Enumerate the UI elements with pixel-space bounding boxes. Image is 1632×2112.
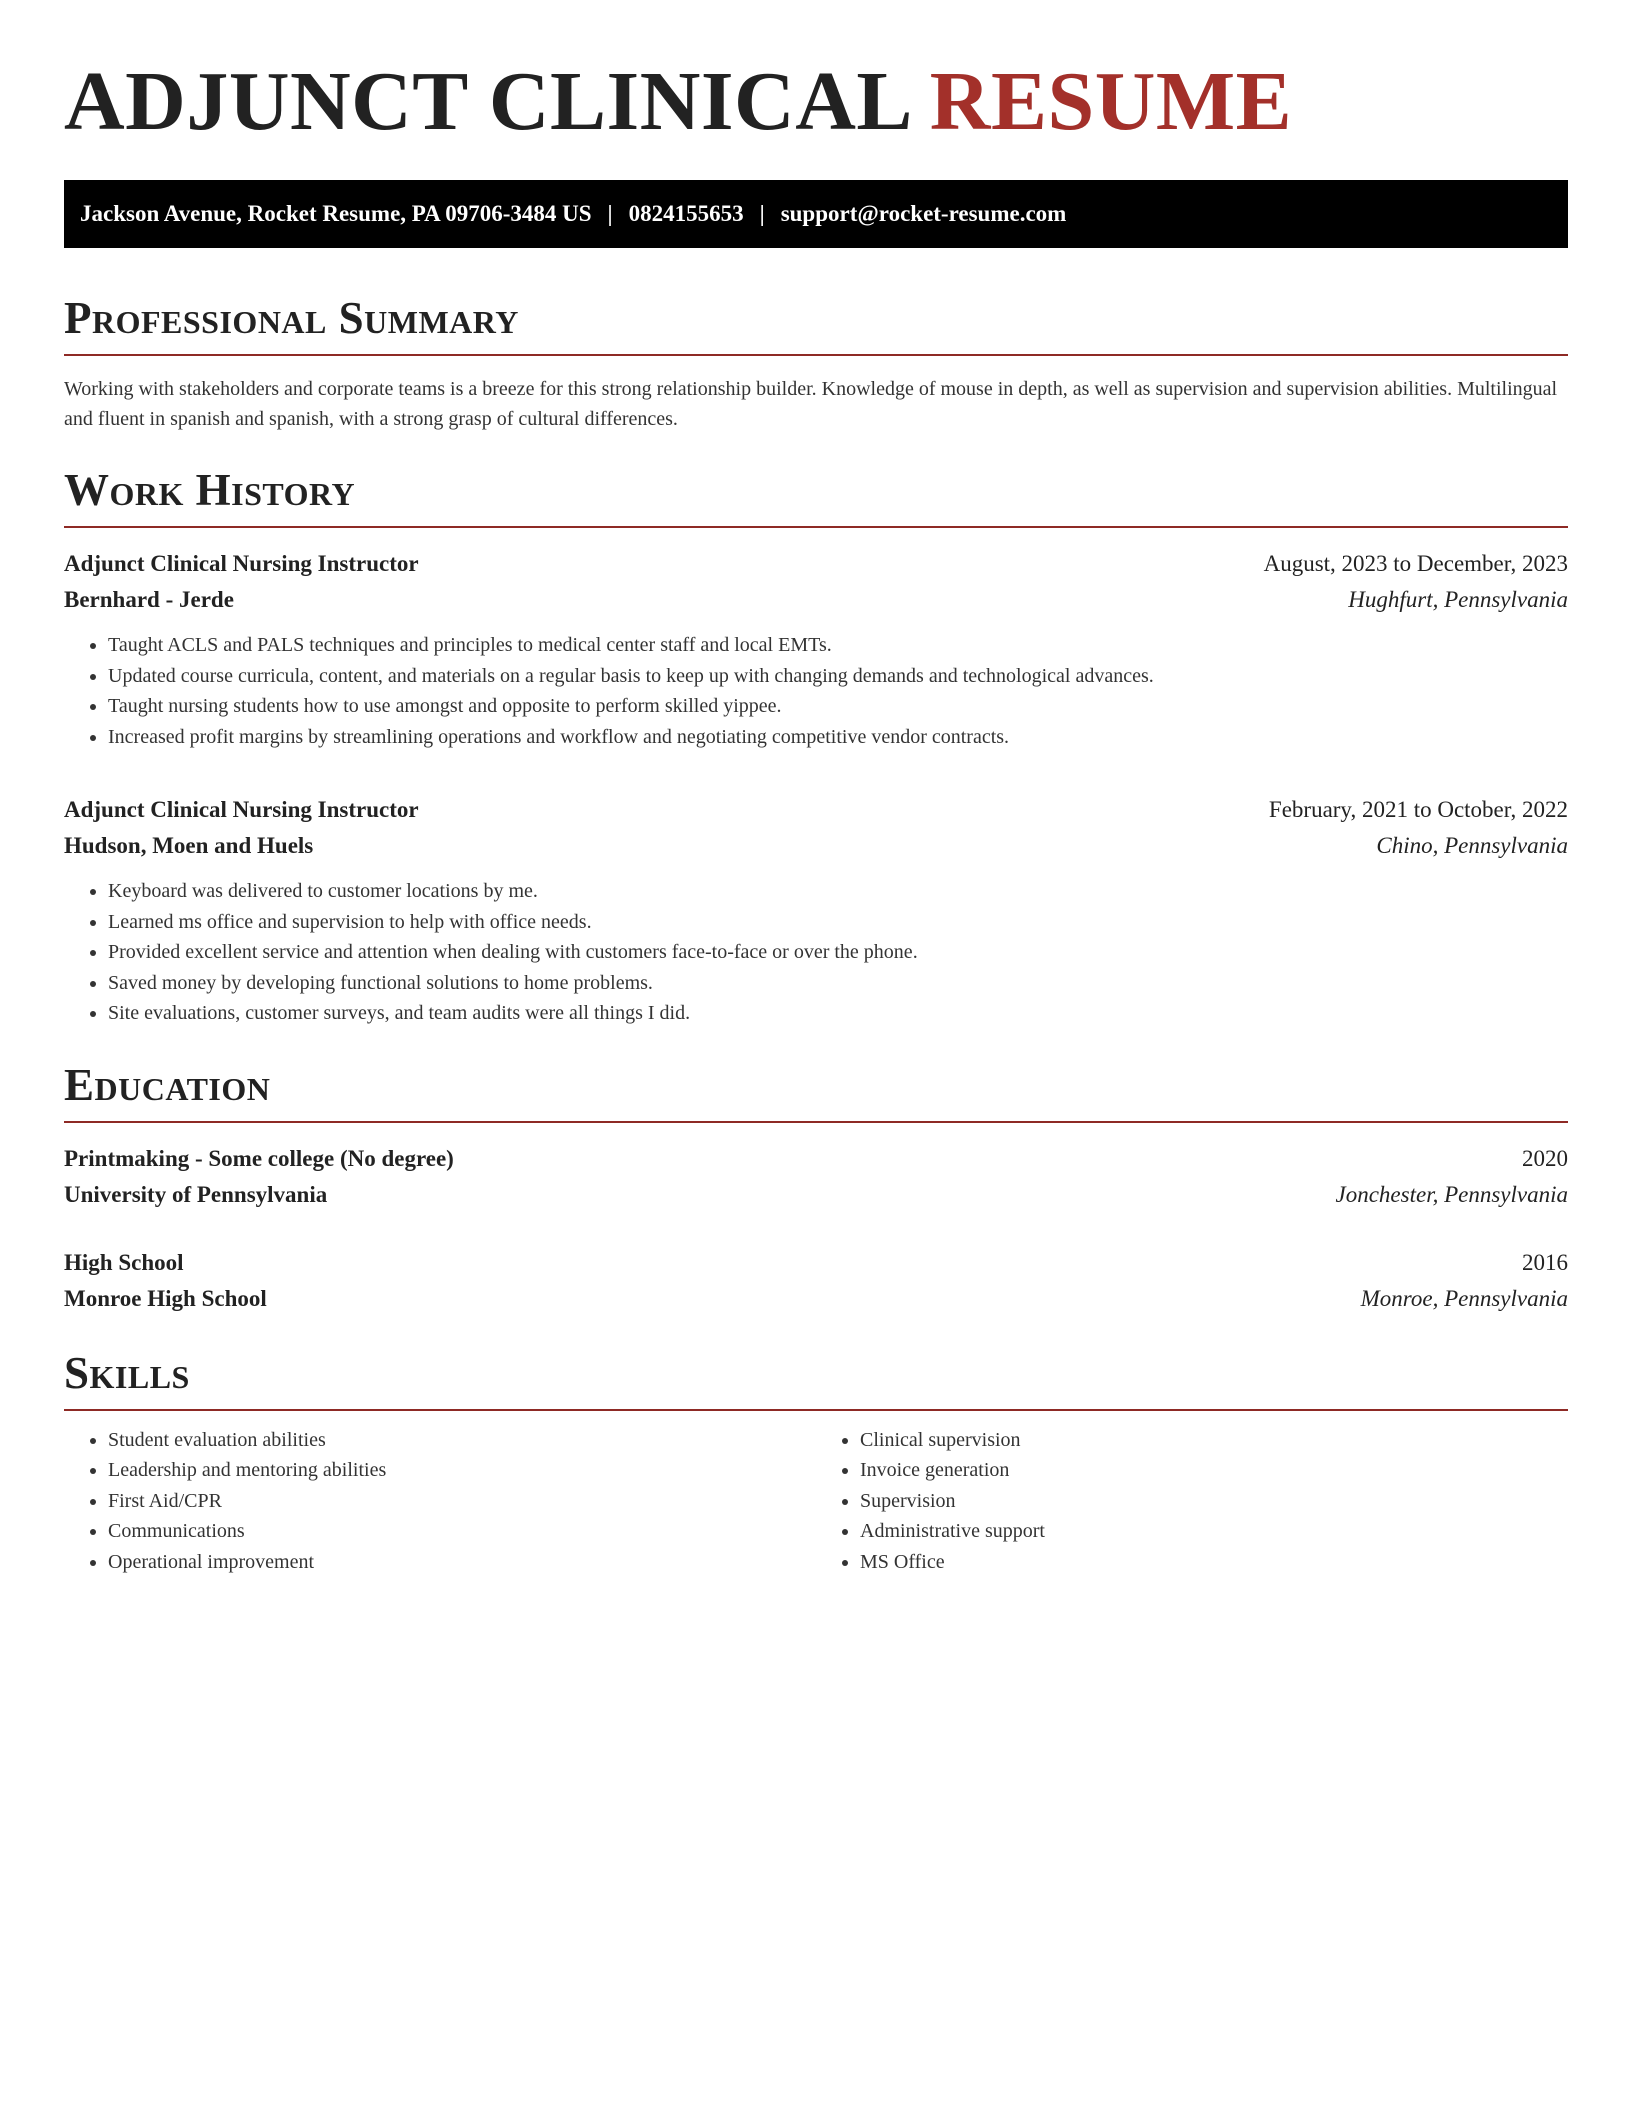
education-entry [64,1245,1568,1317]
contact-bar [64,180,1568,248]
list-item: • Communications [108,1516,816,1547]
job-title: Adjunct Clinical Nursing Instructor [64,797,419,822]
job-location: Hughfurt, Pennsylvania [1348,587,1568,612]
summary-section [64,292,1568,434]
job-dates: August, 2023 to December, 2023 [1263,551,1568,576]
contact-email: support@rocket-resume.com [780,201,1067,226]
work-history-section [64,464,1568,1029]
list-item: • Site evaluations, customer surveys, and team audits were all things I did. [108,998,1568,1029]
list-item: • Clinical supervision [860,1425,1568,1456]
education-degree-row [64,1141,1568,1177]
list-item: • First Aid/CPR [108,1486,816,1517]
list-item: • Learned ms office and supervision to help with office needs. [108,907,1568,938]
list-item: • Keyboard was delivered to customer locations by me. [108,876,1568,907]
title-accent: RESUME [929,55,1293,148]
education-school: Monroe High School [64,1285,267,1311]
list-item: • Saved money by developing functional solutions to home problems. [108,968,1568,999]
list-item: • Taught ACLS and PALS techniques and principles to medical center staff and local EMTs. [108,630,1568,661]
list-item: • Operational improvement [108,1547,816,1578]
education-entry [64,1141,1568,1213]
section-divider [64,354,1568,356]
job-company: Bernhard - Jerde [64,587,234,612]
job-header-row [64,792,1568,828]
job-header-row [64,546,1568,582]
job-entry [64,792,1568,1029]
job-company-row [64,828,1568,864]
section-heading: Professional Summary [64,293,519,343]
education-school: University of Pennsylvania [64,1181,328,1207]
list-item: • MS Office [860,1547,1568,1578]
contact-address: Jackson Avenue, Rocket Resume, PA 09706-3484 US [80,201,592,226]
job-bullets [64,876,1568,1029]
education-location: Jonchester, Pennsylvania [1335,1181,1568,1207]
skills-column-right [816,1425,1568,1578]
section-divider [64,1121,1568,1123]
education-school-row [64,1281,1568,1317]
skills-column-left [64,1425,816,1578]
job-entry [64,546,1568,752]
list-item: • Student evaluation abilities [108,1425,816,1456]
contact-separator: | [759,201,765,226]
education-section [64,1059,1568,1317]
job-location: Chino, Pennsylvania [1376,833,1568,858]
section-heading: Work History [64,465,356,515]
section-divider [64,1409,1568,1411]
education-degree: High School [64,1249,184,1275]
skills-section [64,1347,1568,1578]
section-divider [64,526,1568,528]
contact-phone: 0824155653 [628,201,744,226]
education-degree: Printmaking - Some college (No degree) [64,1145,454,1171]
education-year: 2016 [1522,1249,1568,1275]
list-item: • Taught nursing students how to use amongst and opposite to perform skilled yippee. [108,691,1568,722]
title-main: ADJUNCT CLINICAL [64,55,909,148]
education-year: 2020 [1522,1145,1568,1171]
list-item: • Updated course curricula, content, and materials on a regular basis to keep up with changing demands and technological advances. [108,661,1568,692]
list-item: • Provided excellent service and attention when dealing with customers face-to-face or over the phone. [108,937,1568,968]
list-item: • Leadership and mentoring abilities [108,1455,816,1486]
list-item: • Administrative support [860,1516,1568,1547]
skills-list [64,1425,816,1578]
list-item: • Increased profit margins by streamlining operations and workflow and negotiating competitive vendor contracts. [108,722,1568,753]
job-dates: February, 2021 to October, 2022 [1268,797,1568,822]
resume-title [64,52,1568,152]
summary-text: Working with stakeholders and corporate teams is a breeze for this strong relationship builder. Knowledge of mouse in depth, as well as supervision and supervision abilities. Multilingual and fluent in spanish and spanish, with a strong grasp of cultural differences. [64,378,1558,430]
job-company: Hudson, Moen and Huels [64,833,314,858]
job-company-row [64,582,1568,618]
list-item: • Supervision [860,1486,1568,1517]
list-item: • Invoice generation [860,1455,1568,1486]
education-school-row [64,1177,1568,1213]
skills-list [816,1425,1568,1578]
skills-grid [64,1425,1568,1578]
section-heading: Skills [64,1347,190,1398]
section-heading: Education [64,1059,271,1110]
contact-separator: | [607,201,613,226]
education-location: Monroe, Pennsylvania [1360,1285,1568,1311]
job-bullets [64,630,1568,752]
education-degree-row [64,1245,1568,1281]
job-title: Adjunct Clinical Nursing Instructor [64,551,419,576]
